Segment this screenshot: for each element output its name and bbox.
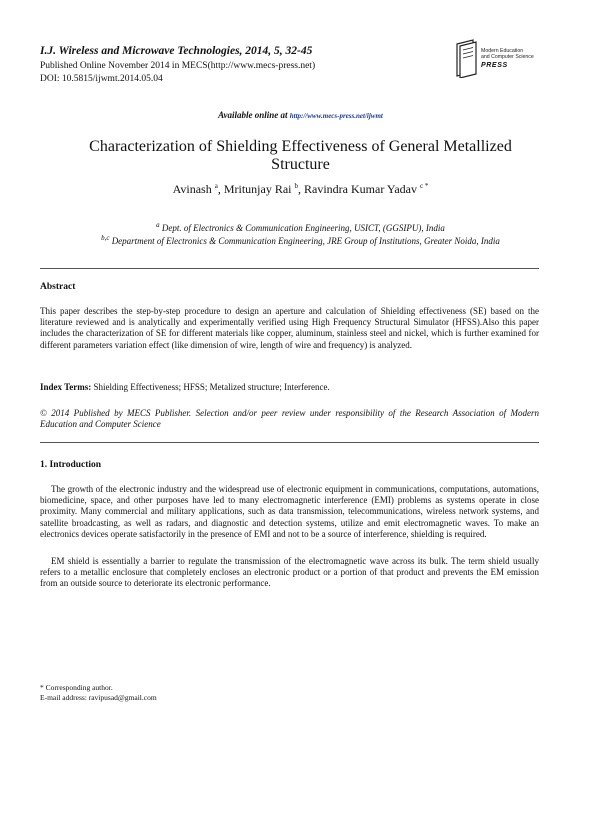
book-icon (455, 38, 479, 78)
affiliation (0, 236, 601, 246)
availability-line (0, 110, 601, 120)
abstract-text: This paper describes the step-by-step procedure to design an aperture and calculation of Shielding effectiveness (SE) based on the literature reviewed and is analytically and experimentally verified using High Frequency Structural Simulator (HFSS).Also this paper includes the characterization of SE for different materials like copper, aluminum, stainless steel and nickel, which is further examined for different parameters variation effect (like dimension of wire, length of wire and frequency) is analyzed. (40, 306, 539, 350)
email-address: E-mail address: ravipusad@gmail.com (40, 693, 157, 702)
published-line: Published Online November 2014 in MECS(http://www.mecs-press.net) (40, 61, 316, 71)
author-name: Ravindra Kumar Yadav (304, 182, 417, 196)
publisher-logo (455, 36, 555, 82)
index-terms (40, 382, 539, 393)
introduction-heading: 1. Introduction (40, 460, 102, 470)
introduction-paragraph-1: The growth of the electronic industry and the widespread use of electronic equipment in communications, computations, automations, biomedicine, space, and other purposes have led to many electromagnetic interference (EMI) problems as systems operate in close proximity. Many commercial and military applications, such as data transmission, telecommunications, wireless network systems, and satellite broadcasting, as well as radars, and diagnostic and detection systems, utilize and emit electromagnetic waves. To make an electronics devices operate satisfactorily in the presence of EMI and not to be a source of interference, shielding is required. (40, 484, 539, 539)
affiliation-superscript: b,c (101, 234, 110, 242)
journal-url-link[interactable]: http://www.mecs-press.net/ijwmt (289, 112, 383, 120)
doi-line: DOI: 10.5815/ijwmt.2014.05.04 (40, 74, 163, 84)
corresponding-author-note: * Corresponding author. (40, 683, 113, 692)
author-superscript: b (294, 182, 299, 190)
author-superscript: c * (420, 182, 429, 190)
title-line-1: Characterization of Shielding Effectiveness of General Metallized (89, 138, 512, 155)
divider (40, 268, 539, 269)
introduction-paragraph-2: EM shield is essentially a barrier to regulate the transmission of the electromagnetic wave across its bulk. The term shield usually refers to a metallic enclosure that completely encloses an electronic product or a portion of that product and prevents the EM emission from an outside source to deteriorate its electronic performance. (40, 556, 539, 589)
affiliation-superscript: a (156, 221, 160, 229)
index-terms-label: Index Terms: (40, 382, 92, 392)
journal-title: I.J. Wireless and Microwave Technologies, 2014, 5, 32-45 (40, 45, 313, 57)
divider (40, 442, 539, 443)
author-superscript: a (214, 182, 218, 190)
availability-label: Available online at (218, 110, 288, 120)
affiliation-text: Department of Electronics & Communication Engineering, JRE Group of Institutions, Greater Noida, India (111, 236, 500, 246)
logo-line1: Modern Education (481, 48, 524, 54)
abstract-heading: Abstract (40, 282, 76, 292)
affiliation-text: Dept. of Electronics & Communication Engineering, USICT, (GGSIPU), India (161, 223, 445, 233)
title-line-2: Structure (271, 156, 330, 173)
logo-press: PRESS (481, 62, 508, 69)
author-name: Avinash (172, 182, 212, 196)
affiliation (0, 223, 601, 233)
footnote (40, 683, 157, 703)
author-name: Mritunjay Rai (223, 182, 292, 196)
copyright-notice: © 2014 Published by MECS Publisher. Selection and/or peer review under responsibility of the Research Association of Modern Education and Computer Science (40, 408, 539, 430)
logo-line2: and Computer Science (481, 54, 534, 60)
paper-title (40, 138, 561, 174)
author-list: Avinash $^a$, Mritunjay Rai $^b$, Ravindra Kumar Yadav $^{c *}$ (172, 182, 429, 196)
index-terms-text: Shielding Effectiveness; HFSS; Metalized structure; Interference. (93, 382, 330, 392)
